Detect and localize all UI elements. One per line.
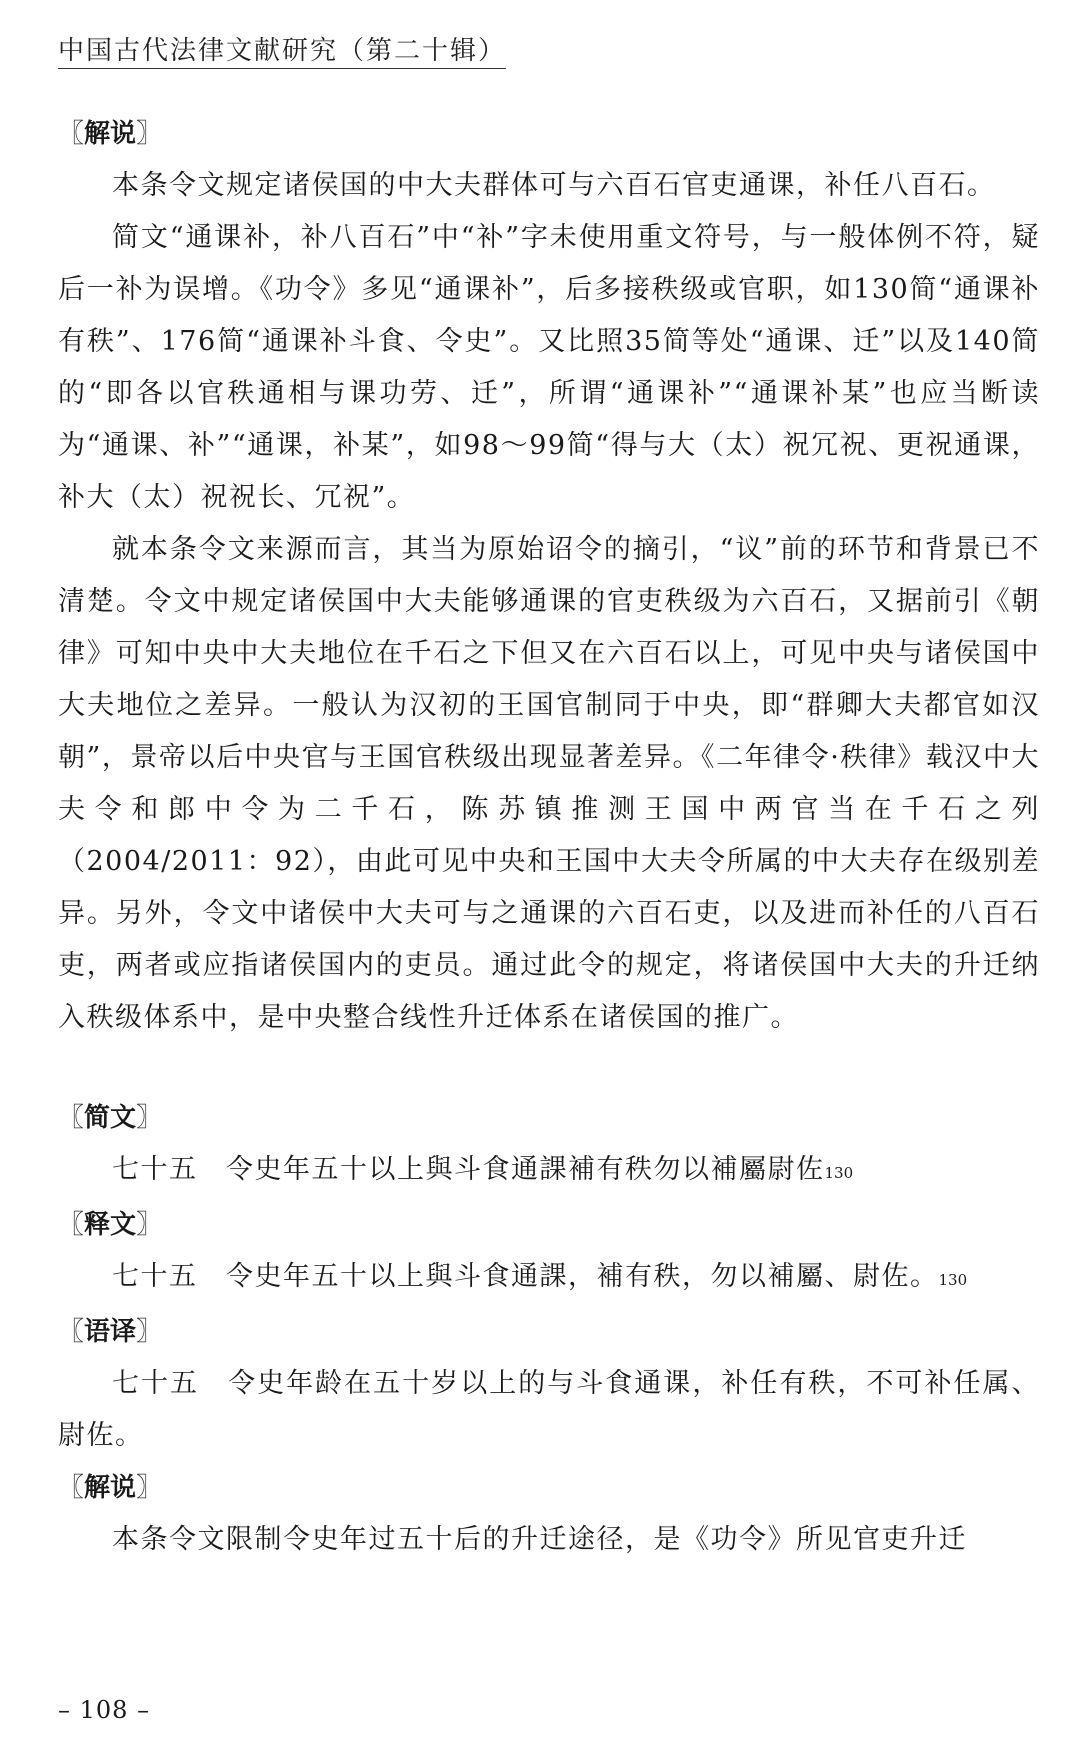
- commentary-paragraph-1: 本条令文规定诸侯国的中大夫群体可与六百石官吏通课，补任八百石。: [112, 170, 996, 201]
- running-header: 中国古代法律文献研究（第二十辑）: [58, 36, 507, 66]
- section-label-commentary: 〖解说〗: [58, 119, 163, 149]
- slip-number: 130: [938, 1271, 968, 1289]
- translation-paragraph: 七十五 令史年龄在五十岁以上的与斗食通课，补任有秩，不可补任属、尉佐。: [58, 1368, 1040, 1451]
- slip-number: 130: [824, 1164, 854, 1182]
- section-gap: [58, 1044, 1040, 1092]
- section-label-translation: 〖语译〗: [58, 1317, 163, 1347]
- section-label-transcription: 〖释文〗: [58, 1210, 163, 1240]
- commentary-2-paragraph: 本条令文限制令史年过五十后的升迁途径，是《功令》所见官吏升迁: [112, 1524, 967, 1555]
- transcription-line: 七十五 令史年五十以上與斗食通課，補有秩，勿以補屬、尉佐。130: [112, 1261, 968, 1292]
- section-label-slip-text: 〖简文〗: [58, 1103, 163, 1133]
- section-label-commentary-2: 〖解说〗: [58, 1473, 163, 1503]
- commentary-paragraph-3: 就本条令文来源而言，其当为原始诏令的摘引，“议”前的环节和背景已不清楚。令文中规定诸侯国中大夫能够通课的官吏秩级为六百石，又据前引《朝律》可知中央中大夫地位在千石之下但又在六百石以上，可见中央与诸侯国中大夫地位之差异。一般认为汉初的王国官制同于中央，即“群卿大夫都官如汉朝”，景帝以后中央官与王国官秩级出现显著差异。《二年律令·秩律》载汉中大夫令和郎中令为二千石，陈苏镇推测王国中两官当在千石之列（2004/2011：92），由此可见中央和王国中大夫令所属的中大夫存在级别差异。另外，令文中诸侯中大夫可与之通课的六百石吏，以及进而补任的八百石吏，两者或应指诸侯国内的吏员。通过此令的规定，将诸侯国中大夫的升迁纳入秩级体系中，是中央整合线性升迁体系在诸侯国的推广。: [58, 534, 1040, 1033]
- commentary-paragraph-2: 简文“通课补，补八百石”中“补”字未使用重文符号，与一般体例不符，疑后一补为误增。《功令》多见“通课补”，后多接秩级或官职，如130简“通课补有秩”、176简“通课补斗食、令史”。又比照35简等处“通课、迁”以及140简的“即各以官秩通相与课功劳、迁”，所谓“通课补”“通课补某”也应当断读为“通课、补”“通课，补某”，如98～99简“得与大（太）祝冗祝、更祝通课，补大（太）祝祝长、冗祝”。: [58, 222, 1040, 513]
- header-rule: [58, 68, 506, 69]
- page-number: – 108 –: [58, 1696, 151, 1724]
- slip-text-line: 七十五 令史年五十以上與斗食通課補有秩勿以補屬尉佐130: [112, 1154, 854, 1185]
- page-body: [58, 108, 1040, 1566]
